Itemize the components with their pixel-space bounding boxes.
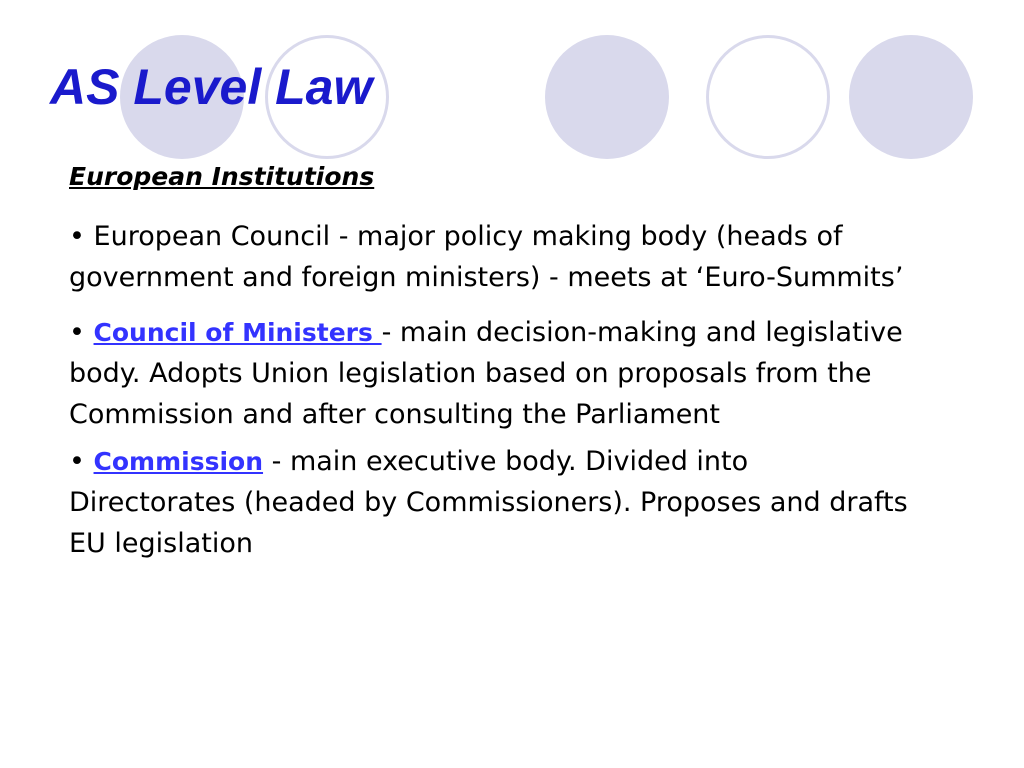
slide-title: AS Level Law xyxy=(50,59,373,115)
bullet-european-council xyxy=(69,216,919,298)
bullet-text: European Council - major policy making body (heads of government and foreign ministers) - meets at ‘Euro-Summits’ xyxy=(69,221,904,293)
decorative-circle-filled xyxy=(545,35,669,159)
bullet-commission xyxy=(69,441,919,564)
bullet-text: - main decision-making and legislative body. Adopts Union legislation based on proposals from the Commission and after consulting the Parliament xyxy=(69,317,903,430)
section-heading: European Institutions xyxy=(69,162,375,191)
bullet-marker: • xyxy=(69,446,85,477)
bullet-marker: • xyxy=(69,317,85,348)
slide-body xyxy=(69,160,949,578)
decorative-circle-filled xyxy=(849,35,973,159)
bullet-council-of-ministers xyxy=(69,312,919,435)
council-of-ministers-link[interactable]: Council of Ministers xyxy=(93,318,382,347)
commission-link[interactable]: Commission xyxy=(93,447,264,476)
bullet-text: - main executive body. Divided into Directorates (headed by Commissioners). Proposes and drafts EU legislation xyxy=(69,446,908,559)
bullet-marker: • xyxy=(69,221,85,252)
decorative-circle-outline xyxy=(706,35,830,159)
